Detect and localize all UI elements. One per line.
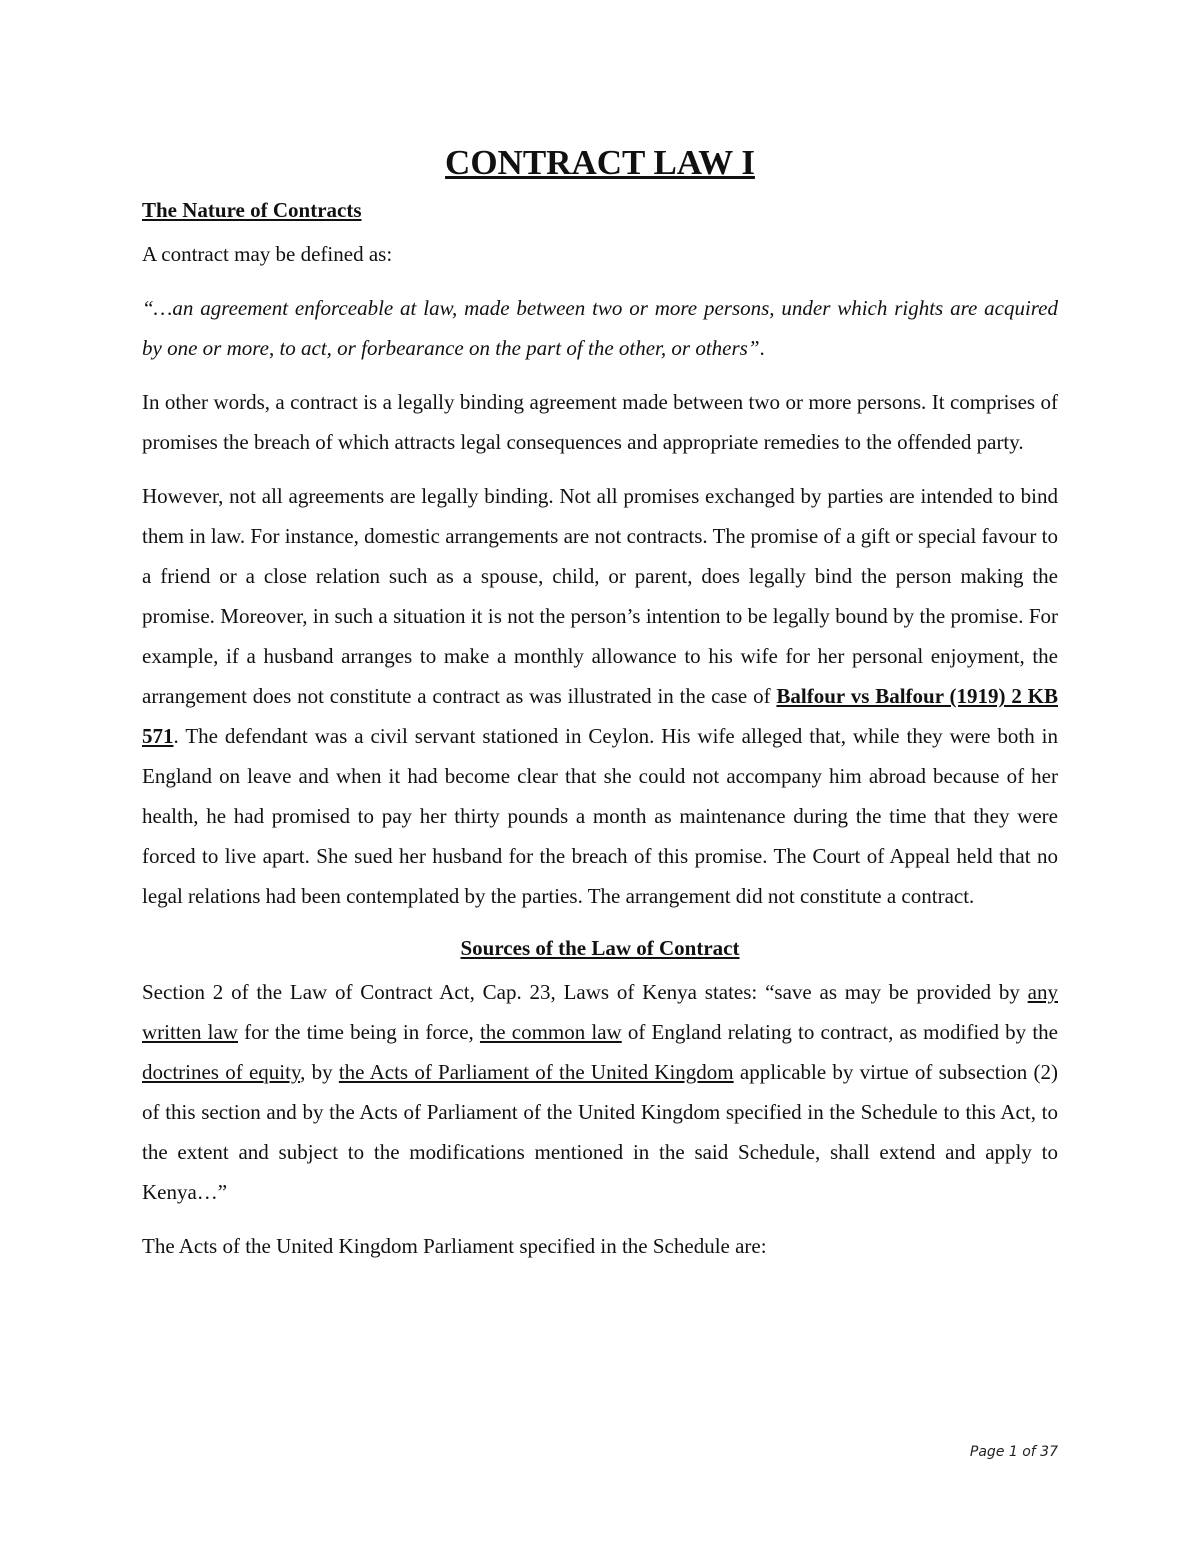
page-number-footer: Page 1 of 37 xyxy=(969,1444,1058,1460)
paragraph-other-words: In other words, a contract is a legally binding agreement made between two or more persons. It comprises of promises the breach of which attracts legal consequences and appropriate remedies to the offended party. xyxy=(142,390,1058,454)
section-heading-sources: Sources of the Law of Contract xyxy=(460,936,740,960)
section-heading-nature-of-contracts: The Nature of Contracts xyxy=(142,198,362,222)
section-2-text-b: for the time being in force, xyxy=(237,1020,480,1044)
underlined-common-law: the common law xyxy=(479,1020,622,1044)
document-title: CONTRACT LAW I xyxy=(445,143,755,182)
paragraph-agreements xyxy=(142,476,1058,916)
underlined-acts-of-parliament: the Acts of Parliament of the United Kingdom xyxy=(338,1060,734,1084)
definition-intro: A contract may be defined as: xyxy=(142,242,393,266)
definition-quote-end: . xyxy=(759,336,765,360)
section-2-text-c: of England relating to contract, as modified by the xyxy=(621,1020,1058,1044)
paragraph-agreements-text: However, not all agreements are legally binding. Not all promises exchanged by parties are intended to bind them in law. For instance, domestic arrangements are not contracts. The promise of a gift or special favour to a friend or a close relation such as a spouse, child, or parent, does legally bind the person making the promise. Moreover, in such a situation it is not the person’s intention to be legally bound by the promise. For example, if a husband arranges to make a monthly allowance to his wife for her personal enjoyment, the arrangement does not constitute a contract as was illustrated in the case of xyxy=(142,484,1058,708)
page-content xyxy=(142,138,1058,1266)
underlined-any-written-law: any written law xyxy=(142,980,1058,1044)
definition-quote xyxy=(142,288,1058,368)
section-2-text-e: applicable by virtue of subsection (2) of this section and by the Acts of Parliament of the United Kingdom specified in the Schedule to this Act, to the extent and subject to the modifications mentioned in the said Schedule, shall extend and apply to Kenya…” xyxy=(142,1060,1059,1204)
case-citation-balfour: Balfour vs Balfour (1919) 2 KB 571 xyxy=(142,684,1058,748)
paragraph-acts-schedule: The Acts of the United Kingdom Parliament specified in the Schedule are: xyxy=(142,1234,767,1258)
paragraph-section-2 xyxy=(142,972,1058,1212)
definition-quote-text: “…an agreement enforceable at law, made between two or more persons, under which rights are acquired by one or more, to act, or forbearance on the part of the other, or others” xyxy=(142,296,1058,360)
section-2-text-d: , by xyxy=(300,1060,339,1084)
underlined-doctrines-of-equity: doctrines of equity xyxy=(142,1060,301,1084)
section-2-text-a: Section 2 of the Law of Contract Act, Cap. 23, Laws of Kenya states: “save as may be provided by xyxy=(142,980,1028,1004)
paragraph-agreements-continued: . The defendant was a civil servant stationed in Ceylon. His wife alleged that, while they were both in England on leave and when it had become clear that she could not accompany him abroad because of her health, he had promised to pay her thirty pounds a month as maintenance during the time that they were forced to live apart. She sued her husband for the breach of this promise. The Court of Appeal held that no legal relations had been contemplated by the parties. The arrangement did not constitute a contract. xyxy=(142,724,1058,908)
